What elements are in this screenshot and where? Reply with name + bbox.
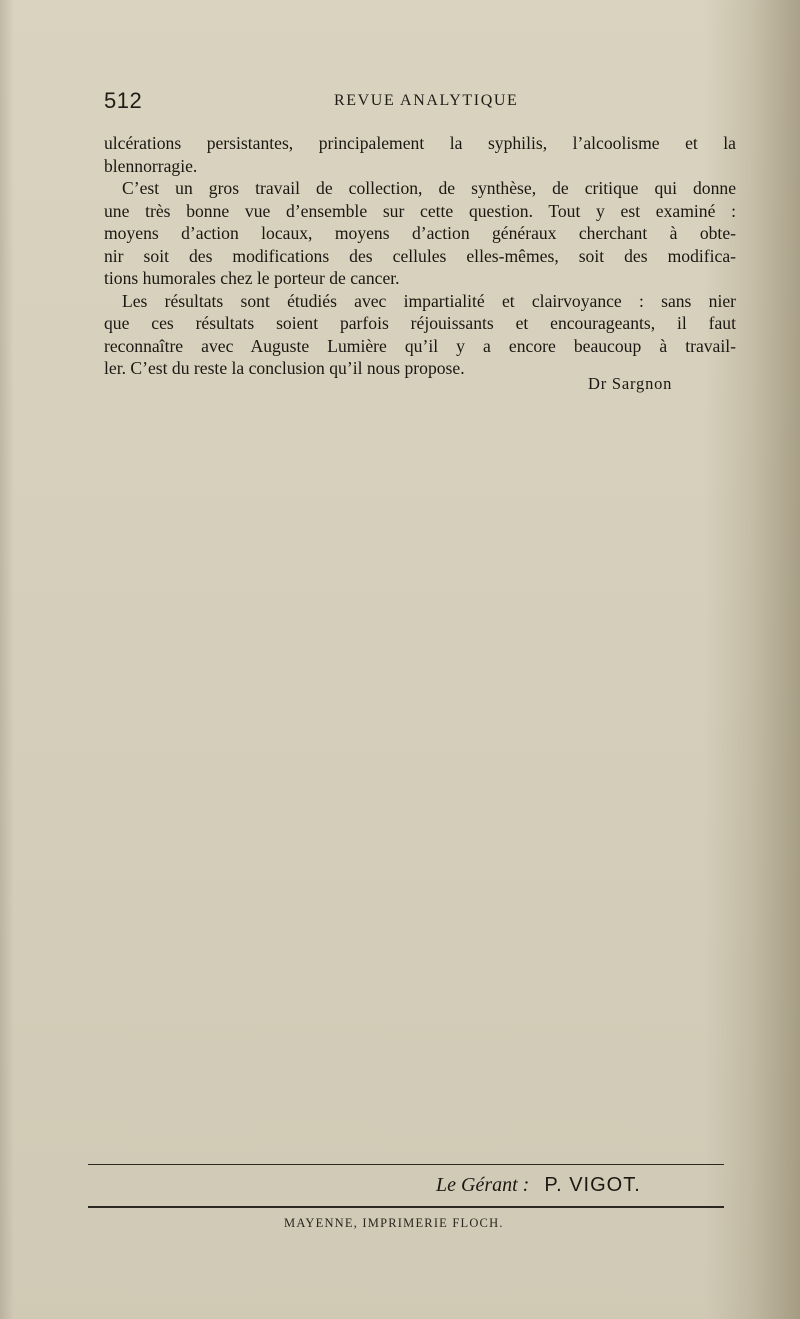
text-line: C’est un gros travail de collection, de synthèse, de critique qui donne [122, 178, 736, 198]
signature: Dr Sargnon [588, 374, 673, 393]
text-line: tions humorales chez le porteur de cancer. [104, 268, 400, 288]
footer-rule-bottom [88, 1206, 724, 1208]
text-line: nir soit des modifications des cellules elles-mêmes, soit des modifica- [104, 245, 736, 266]
text-line: ler. C’est du reste la conclusion qu’il nous propose. [104, 358, 465, 378]
footer-rule-top [88, 1164, 724, 1165]
gerant-line [436, 1174, 641, 1197]
page-shadow [0, 0, 14, 1319]
text-line: que ces résultats soient parfois réjouissants et encourageants, il faut [104, 313, 736, 333]
text-line: ulcérations persistantes, principalement la syphilis, l’alcoolisme et la [104, 133, 736, 153]
running-title: REVUE ANALYTIQUE [334, 92, 519, 109]
body-text [104, 132, 736, 380]
text-line: Les résultats sont étudiés avec impartialité et clairvoyance : sans nier [122, 290, 736, 311]
gerant-label: Le Gérant : [436, 1174, 530, 1196]
page-header [104, 88, 734, 118]
printer-imprint: MAYENNE, IMPRIMERIE FLOCH. [284, 1216, 504, 1230]
text-line: blennorragie. [104, 155, 198, 176]
text-line: une très bonne vue d’ensemble sur cette question. Tout y est examiné : [104, 200, 736, 221]
page-number: 512 [104, 88, 143, 113]
text-line: moyens d’action locaux, moyens d’action généraux cherchant à obte- [104, 223, 736, 243]
text-line: reconnaître avec Auguste Lumière qu’il y a encore beaucoup à travail- [104, 335, 736, 356]
gerant-name: P. VIGOT. [544, 1174, 641, 1196]
